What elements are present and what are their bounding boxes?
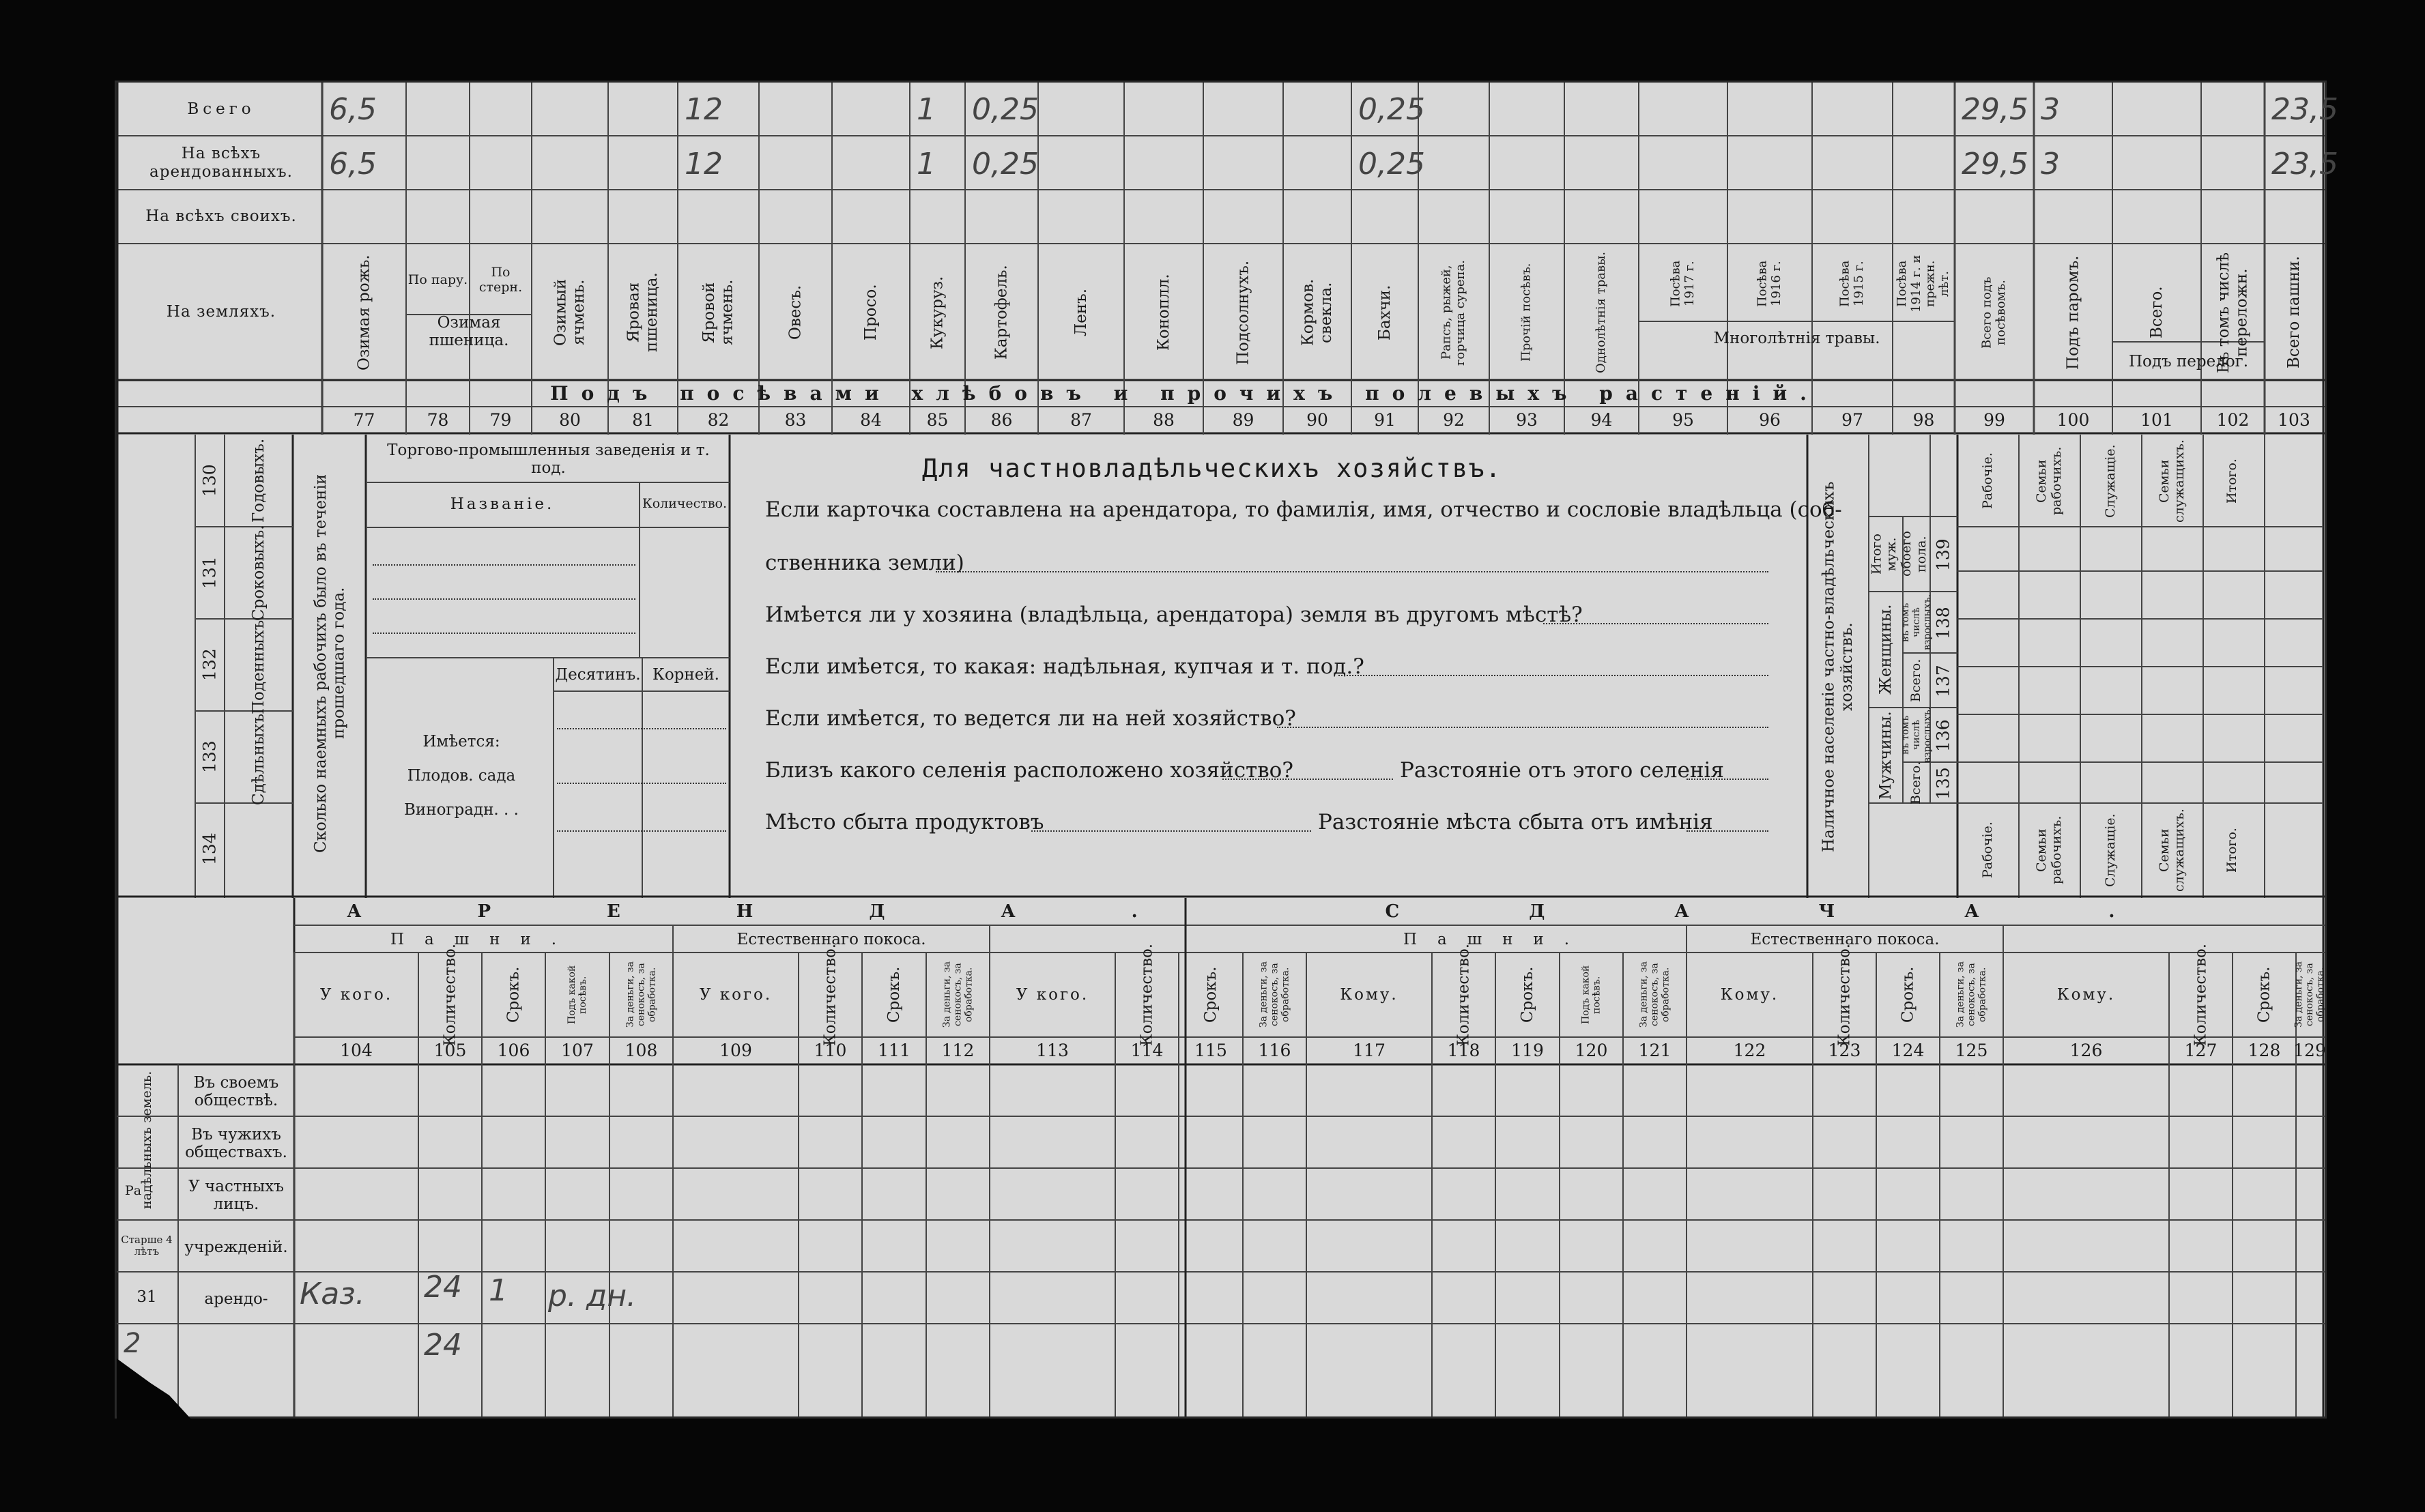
men-label: Мужчины. bbox=[1876, 711, 1895, 800]
lease-col-number: 119 bbox=[1511, 1040, 1544, 1060]
top-col-header: Посѣва 1914 г. и прежн. лѣт. bbox=[1895, 255, 1952, 313]
garden-line-2 bbox=[557, 783, 726, 784]
side-col-label bbox=[226, 806, 291, 892]
trade-has-label: Имѣется: bbox=[422, 732, 500, 751]
middle-section bbox=[117, 435, 2325, 898]
lease-col-number: 127 bbox=[2184, 1040, 2218, 1060]
top-col-number: 98 bbox=[1912, 409, 1935, 430]
top-col-header: Бахчи. bbox=[1375, 285, 1394, 340]
handwritten-value: 6,5 bbox=[329, 147, 377, 181]
lease-col-header: Количество. bbox=[2192, 943, 2210, 1047]
handwritten-value: 29,5 bbox=[1962, 147, 2028, 181]
population-col-number: 135 bbox=[1933, 767, 1953, 800]
lease-col-number: 126 bbox=[2069, 1040, 2103, 1060]
answer-line-other-land bbox=[1543, 623, 1768, 624]
lease-col-number: 110 bbox=[814, 1040, 847, 1060]
top-col-header: Озимый ячмень. bbox=[551, 278, 588, 347]
top-col-header: Всего подъ посѣвомъ. bbox=[1979, 276, 2008, 349]
top-col-number: 92 bbox=[1443, 409, 1465, 430]
lease-col-header: Количество. bbox=[1138, 943, 1156, 1047]
lease-col-number: 105 bbox=[433, 1040, 467, 1060]
top-col-number: 91 bbox=[1374, 409, 1396, 430]
answer-line-village-distance bbox=[1687, 779, 1768, 780]
group-label-fallow: Подъ перелог. bbox=[2128, 352, 2249, 370]
lease-col-number: 118 bbox=[1447, 1040, 1480, 1060]
answer-line-market-distance bbox=[1687, 830, 1768, 832]
top-col-header: Всего. bbox=[2147, 286, 2166, 339]
population-col-number: 136 bbox=[1933, 719, 1953, 752]
lease-col-header: За деньги, за сенокосъ, за обработка. bbox=[1638, 961, 1671, 1028]
answer-line-land-type bbox=[1338, 675, 1768, 676]
top-row-label: На всѣхъ арендованныхъ. bbox=[149, 145, 293, 181]
top-crops-table bbox=[117, 83, 2338, 435]
question-other-land: Имѣется ли у хозяина (владѣльца, арендатора) земля въ другомъ мѣстѣ? bbox=[765, 602, 1583, 627]
top-col-number: 82 bbox=[707, 409, 730, 430]
top-col-header: Въ томъ числѣ переложн. bbox=[2215, 252, 2251, 373]
top-col-number: 89 bbox=[1232, 409, 1254, 430]
question-village-distance: Разстояніе отъ этого селенія bbox=[1400, 758, 1724, 783]
question-owner-line1: Если карточка составлена на арендатора, то фамилія, имя, отчество и сословіе владѣльца (соб- bbox=[765, 497, 1842, 522]
trade-line-3 bbox=[373, 633, 635, 634]
side-col-number: 130 bbox=[199, 464, 220, 497]
top-col-number: 83 bbox=[784, 409, 807, 430]
lease-col-header: Количество. bbox=[441, 943, 459, 1047]
top-col-number: 99 bbox=[1983, 409, 2005, 430]
lease-col-header: Срокъ. bbox=[2255, 966, 2273, 1023]
handwritten-value: 0,25 bbox=[1358, 147, 1425, 181]
side-col-label: Поденныхъ. bbox=[249, 615, 268, 715]
population-right-header: Рабочіе. bbox=[1980, 452, 1996, 510]
allotment-vertical-label: надѣльныхъ земель. bbox=[139, 1071, 155, 1210]
lease-col-number: 113 bbox=[1036, 1040, 1069, 1060]
top-col-number: 81 bbox=[632, 409, 654, 430]
population-vertical-label: Наличное населеніе частно-владѣльческихъ хозяйствъ. bbox=[1820, 481, 1856, 852]
side-col-label: Сроковыхъ. bbox=[249, 525, 268, 621]
question-market: Мѣсто сбыта продуктовъ bbox=[765, 810, 1044, 834]
top-col-number: 102 bbox=[2216, 409, 2250, 430]
top-col-number: 103 bbox=[2278, 409, 2310, 430]
top-col-header: Кукуруз. bbox=[928, 276, 947, 349]
population-right-footer: Семьи служащихъ. bbox=[2157, 809, 2187, 892]
lease-col-number: 123 bbox=[1828, 1040, 1861, 1060]
trade-korney-label: Корней. bbox=[652, 665, 719, 684]
private-title: Для частновладѣльческихъ хозяйствъ. bbox=[922, 454, 1502, 483]
lease-col-header: За деньги, за сенокосъ, за обработка. bbox=[1258, 961, 1291, 1028]
lease-col-header: Кому. bbox=[2056, 985, 2116, 1004]
top-row-label: На земляхъ. bbox=[166, 302, 276, 321]
top-col-header: Овесъ. bbox=[786, 285, 805, 340]
handwritten-value: 23,5 bbox=[2271, 147, 2338, 181]
lease-row-label: арендо- bbox=[204, 1290, 268, 1308]
population-right-footer: Рабочіе. bbox=[1980, 822, 1996, 879]
lease-col-number: 114 bbox=[1130, 1040, 1164, 1060]
handwritten-value: 12 bbox=[685, 92, 723, 127]
top-col-header: Однолѣтнія травы. bbox=[1594, 251, 1609, 374]
handwritten-value: 12 bbox=[685, 147, 723, 181]
sdacha-title: СДАЧА. bbox=[1385, 901, 2245, 922]
lease-col-number: 124 bbox=[1891, 1040, 1925, 1060]
handwritten-value: 0,25 bbox=[1358, 92, 1425, 127]
trade-qty-label: Количество. bbox=[642, 496, 727, 512]
question-owner-line2: ственника земли) bbox=[765, 551, 964, 575]
trade-name-label: Названіе. bbox=[450, 495, 555, 513]
top-col-number: 78 bbox=[427, 409, 449, 430]
lease-col-number: 117 bbox=[1353, 1040, 1386, 1060]
lease-row-label: Въ своемъ обществѣ. bbox=[193, 1073, 279, 1109]
top-col-header: Прочій посѣвъ. bbox=[1519, 263, 1534, 362]
lease-col-header: Количество. bbox=[1454, 943, 1473, 1047]
lease-col-header: Количество. bbox=[821, 943, 840, 1047]
handwritten-lease-value: 24 bbox=[424, 1328, 462, 1363]
question-village: Близъ какого селенія расположено хозяйство? bbox=[765, 758, 1293, 783]
top-col-number: 87 bbox=[1070, 409, 1092, 430]
top-col-number: 77 bbox=[353, 409, 375, 430]
garden-line-3 bbox=[557, 830, 726, 832]
handwritten-value: 1 bbox=[917, 147, 936, 181]
top-col-number: 101 bbox=[2140, 409, 2173, 430]
lease-col-number: 107 bbox=[561, 1040, 594, 1060]
trade-gardens-label: Плодов. сада bbox=[407, 766, 516, 785]
population-right-header: Итого. bbox=[2224, 459, 2240, 504]
trade-desyatin-label: Десятинъ. bbox=[555, 665, 641, 684]
lease-col-header: За деньги, за сенокосъ, за обработка. bbox=[941, 961, 975, 1028]
handwritten-lease-value: р. дн. bbox=[548, 1279, 637, 1313]
lease-col-header: Срокъ. bbox=[1518, 966, 1536, 1023]
population-right-footer: Семьи рабочихъ. bbox=[2034, 815, 2064, 885]
top-col-header: Коноплл. bbox=[1154, 274, 1173, 351]
lease-col-header: Подъ какой посѣвъ. bbox=[566, 965, 588, 1025]
handwritten-value: 6,5 bbox=[329, 92, 377, 127]
answer-line-village bbox=[1222, 779, 1393, 780]
top-col-number: 88 bbox=[1153, 409, 1175, 430]
lease-col-number: 125 bbox=[1955, 1040, 1988, 1060]
stub-handwritten: 2 bbox=[124, 1328, 141, 1359]
population-right-footer: Итого. bbox=[2224, 828, 2240, 873]
group-label-perennial-grass: Многолѣтнія травы. bbox=[1713, 329, 1880, 347]
population-col-number: 137 bbox=[1933, 665, 1953, 697]
lease-col-header: За деньги, за сенокосъ, за обработка. bbox=[2293, 961, 2327, 1028]
lease-col-header: У кого. bbox=[319, 985, 393, 1004]
handwritten-value: 29,5 bbox=[1962, 92, 2028, 127]
handwritten-lease-value: Каз. bbox=[300, 1277, 365, 1311]
lease-col-header: Кому. bbox=[1340, 985, 1398, 1004]
group-label-wheat: Озимая пшеница. bbox=[429, 313, 509, 349]
lease-row-label: Въ чужихъ обществахъ. bbox=[185, 1125, 287, 1161]
side-col-label: Сдѣльныхъ. bbox=[249, 708, 268, 806]
top-col-number: 84 bbox=[860, 409, 882, 430]
population-right-header: Служащіе. bbox=[2103, 444, 2119, 518]
stub-label: Ра bbox=[124, 1183, 142, 1199]
lease-col-number: 112 bbox=[941, 1040, 975, 1060]
handwritten-value: 0,25 bbox=[972, 147, 1039, 181]
lease-col-header: Срокъ. bbox=[504, 966, 523, 1023]
lease-col-header: Срокъ. bbox=[885, 966, 903, 1023]
lease-col-number: 120 bbox=[1575, 1040, 1608, 1060]
top-col-header: Яровой ячмень. bbox=[700, 279, 736, 346]
top-row-label: Всего bbox=[187, 100, 255, 118]
top-col-number: 93 bbox=[1516, 409, 1538, 430]
handwritten-value: 3 bbox=[2041, 147, 2060, 181]
top-col-number: 100 bbox=[2056, 409, 2090, 430]
trade-header: Торгово-промышленныя заведенія и т. под. bbox=[387, 441, 710, 477]
lease-col-header: Срокъ. bbox=[1899, 966, 1917, 1023]
band-title: Подъ посѣвами хлѣбовъ и прочихъ полевыхъ растеній. bbox=[550, 381, 1820, 405]
lease-col-header: За деньги, за сенокосъ, за обработка. bbox=[1955, 961, 1988, 1028]
answer-line-farming bbox=[1277, 727, 1768, 728]
lease-col-number: 129 bbox=[2293, 1040, 2326, 1060]
men-total-label: Всего. bbox=[1908, 761, 1924, 804]
top-col-header: Ленъ. bbox=[1072, 288, 1090, 337]
population-col-number: 139 bbox=[1933, 538, 1953, 571]
top-col-header: Просо. bbox=[861, 284, 880, 341]
trade-vineyards-label: Виноградн. . . bbox=[404, 800, 519, 819]
trade-line-1 bbox=[373, 564, 635, 566]
arenda-title: АРЕНДА. bbox=[347, 901, 1254, 922]
handwritten-value: 1 bbox=[917, 92, 936, 127]
top-col-header: Картофель. bbox=[992, 265, 1011, 360]
hired-workers-vertical-label: Сколько наемныхъ рабочихъ было въ теченіи прошедшаго года. bbox=[312, 474, 348, 853]
top-col-header: Посѣва 1917 г. bbox=[1668, 260, 1697, 308]
lease-col-number: 111 bbox=[878, 1040, 910, 1060]
top-col-number: 97 bbox=[1841, 409, 1863, 430]
lease-col-number: 109 bbox=[719, 1040, 752, 1060]
top-col-number: 85 bbox=[926, 409, 949, 430]
lease-row-label: учрежденій. bbox=[184, 1238, 288, 1256]
sdacha-arable-group: Пашни. bbox=[1403, 930, 1590, 948]
lease-col-number: 108 bbox=[625, 1040, 658, 1060]
lease-col-header: Срокъ. bbox=[1201, 966, 1220, 1023]
top-col-number: 79 bbox=[489, 409, 512, 430]
handwritten-value: 23,5 bbox=[2271, 92, 2338, 127]
census-card bbox=[115, 81, 2338, 1419]
side-col-number: 133 bbox=[199, 740, 220, 774]
lease-table bbox=[117, 898, 2325, 1416]
question-market-distance: Разстояніе мѣста сбыта отъ имѣнія bbox=[1318, 810, 1713, 834]
question-land-type: Если имѣется, то какая: надѣльная, купчая и т. под.? bbox=[765, 654, 1364, 679]
trade-line-2 bbox=[373, 598, 635, 600]
lease-col-number: 106 bbox=[497, 1040, 530, 1060]
lease-row-label: У частныхъ лицъ. bbox=[188, 1177, 284, 1213]
top-col-header: Рапсъ, рыжей, горчица сурепа. bbox=[1439, 259, 1467, 366]
population-right-header: Семьи рабочихъ. bbox=[2034, 446, 2064, 516]
top-col-number: 86 bbox=[990, 409, 1013, 430]
side-col-number: 131 bbox=[199, 556, 220, 590]
women-adults-label: въ томъ числѣ взрослыхъ. bbox=[1899, 594, 1934, 651]
arenda-arable-group: Пашни. bbox=[390, 930, 577, 948]
handwritten-lease-value: 1 bbox=[489, 1273, 508, 1308]
lease-col-header: Кому. bbox=[1720, 985, 1779, 1004]
stub-label: Старше 4 лѣтъ bbox=[121, 1233, 173, 1257]
answer-line-market bbox=[1031, 830, 1311, 832]
answer-line-owner bbox=[936, 571, 1768, 572]
handwritten-value: 0,25 bbox=[972, 92, 1039, 127]
lease-col-number: 116 bbox=[1258, 1040, 1291, 1060]
arenda-hay-group: Естественнаго покоса. bbox=[736, 930, 926, 948]
lease-col-header: У кого. bbox=[1016, 985, 1089, 1004]
handwritten-value: 3 bbox=[2041, 92, 2060, 127]
top-col-header: Подъ паромъ. bbox=[2064, 255, 2082, 370]
top-row-label: На всѣхъ своихъ. bbox=[145, 207, 297, 226]
top-col-header: Озимая рожь. bbox=[355, 255, 373, 370]
men-adults-label: въ томъ числѣ взрослыхъ. bbox=[1899, 706, 1934, 764]
population-right-header: Семьи служащихъ. bbox=[2157, 439, 2187, 523]
side-col-number: 134 bbox=[199, 832, 220, 866]
total-both-label: Итого муж. обоего пола. bbox=[1869, 531, 1929, 577]
side-col-label: Годовыхъ. bbox=[249, 438, 268, 523]
top-col-header: Посѣва 1916 г. bbox=[1755, 260, 1783, 308]
lease-col-number: 115 bbox=[1194, 1040, 1227, 1060]
lease-col-header: За деньги, за сенокосъ, за обработка. bbox=[625, 961, 658, 1028]
lease-col-number: 104 bbox=[340, 1040, 373, 1060]
side-col-number: 132 bbox=[199, 648, 220, 682]
question-farming: Если имѣется, то ведется ли на ней хозяйство? bbox=[765, 706, 1296, 731]
handwritten-lease-value: 24 bbox=[424, 1270, 462, 1305]
top-col-header: По стерн. bbox=[478, 265, 523, 295]
top-col-number: 90 bbox=[1306, 409, 1328, 430]
women-label: Женщины. bbox=[1876, 604, 1895, 695]
top-col-header: Яровая пшеница. bbox=[625, 272, 661, 353]
women-total-label: Всего. bbox=[1908, 658, 1924, 702]
top-col-number: 94 bbox=[1590, 409, 1613, 430]
top-col-header: Посѣва 1915 г. bbox=[1837, 260, 1866, 308]
lease-col-header: У кого. bbox=[699, 985, 773, 1004]
top-col-header: Подсолнухъ. bbox=[1234, 260, 1252, 365]
sdacha-hay-group: Естественнаго покоса. bbox=[1750, 930, 1940, 948]
population-right-footer: Служащіе. bbox=[2103, 813, 2119, 887]
top-col-header: Кормов. свекла. bbox=[1299, 278, 1335, 347]
top-col-number: 95 bbox=[1672, 409, 1694, 430]
top-col-number: 96 bbox=[1759, 409, 1781, 430]
lease-col-number: 122 bbox=[1733, 1040, 1766, 1060]
top-col-header: Всего пашни. bbox=[2284, 256, 2303, 369]
population-col-number: 138 bbox=[1933, 607, 1953, 639]
lease-col-number: 128 bbox=[2248, 1040, 2281, 1060]
lease-col-number: 121 bbox=[1638, 1040, 1671, 1060]
top-col-header: По пару. bbox=[407, 272, 468, 288]
stub-label: 31 bbox=[137, 1288, 157, 1306]
lease-col-header: Количество. bbox=[1835, 943, 1854, 1047]
garden-line-1 bbox=[557, 728, 726, 729]
lease-col-header: Подъ какой посѣвъ. bbox=[1580, 965, 1603, 1025]
top-col-number: 80 bbox=[559, 409, 581, 430]
